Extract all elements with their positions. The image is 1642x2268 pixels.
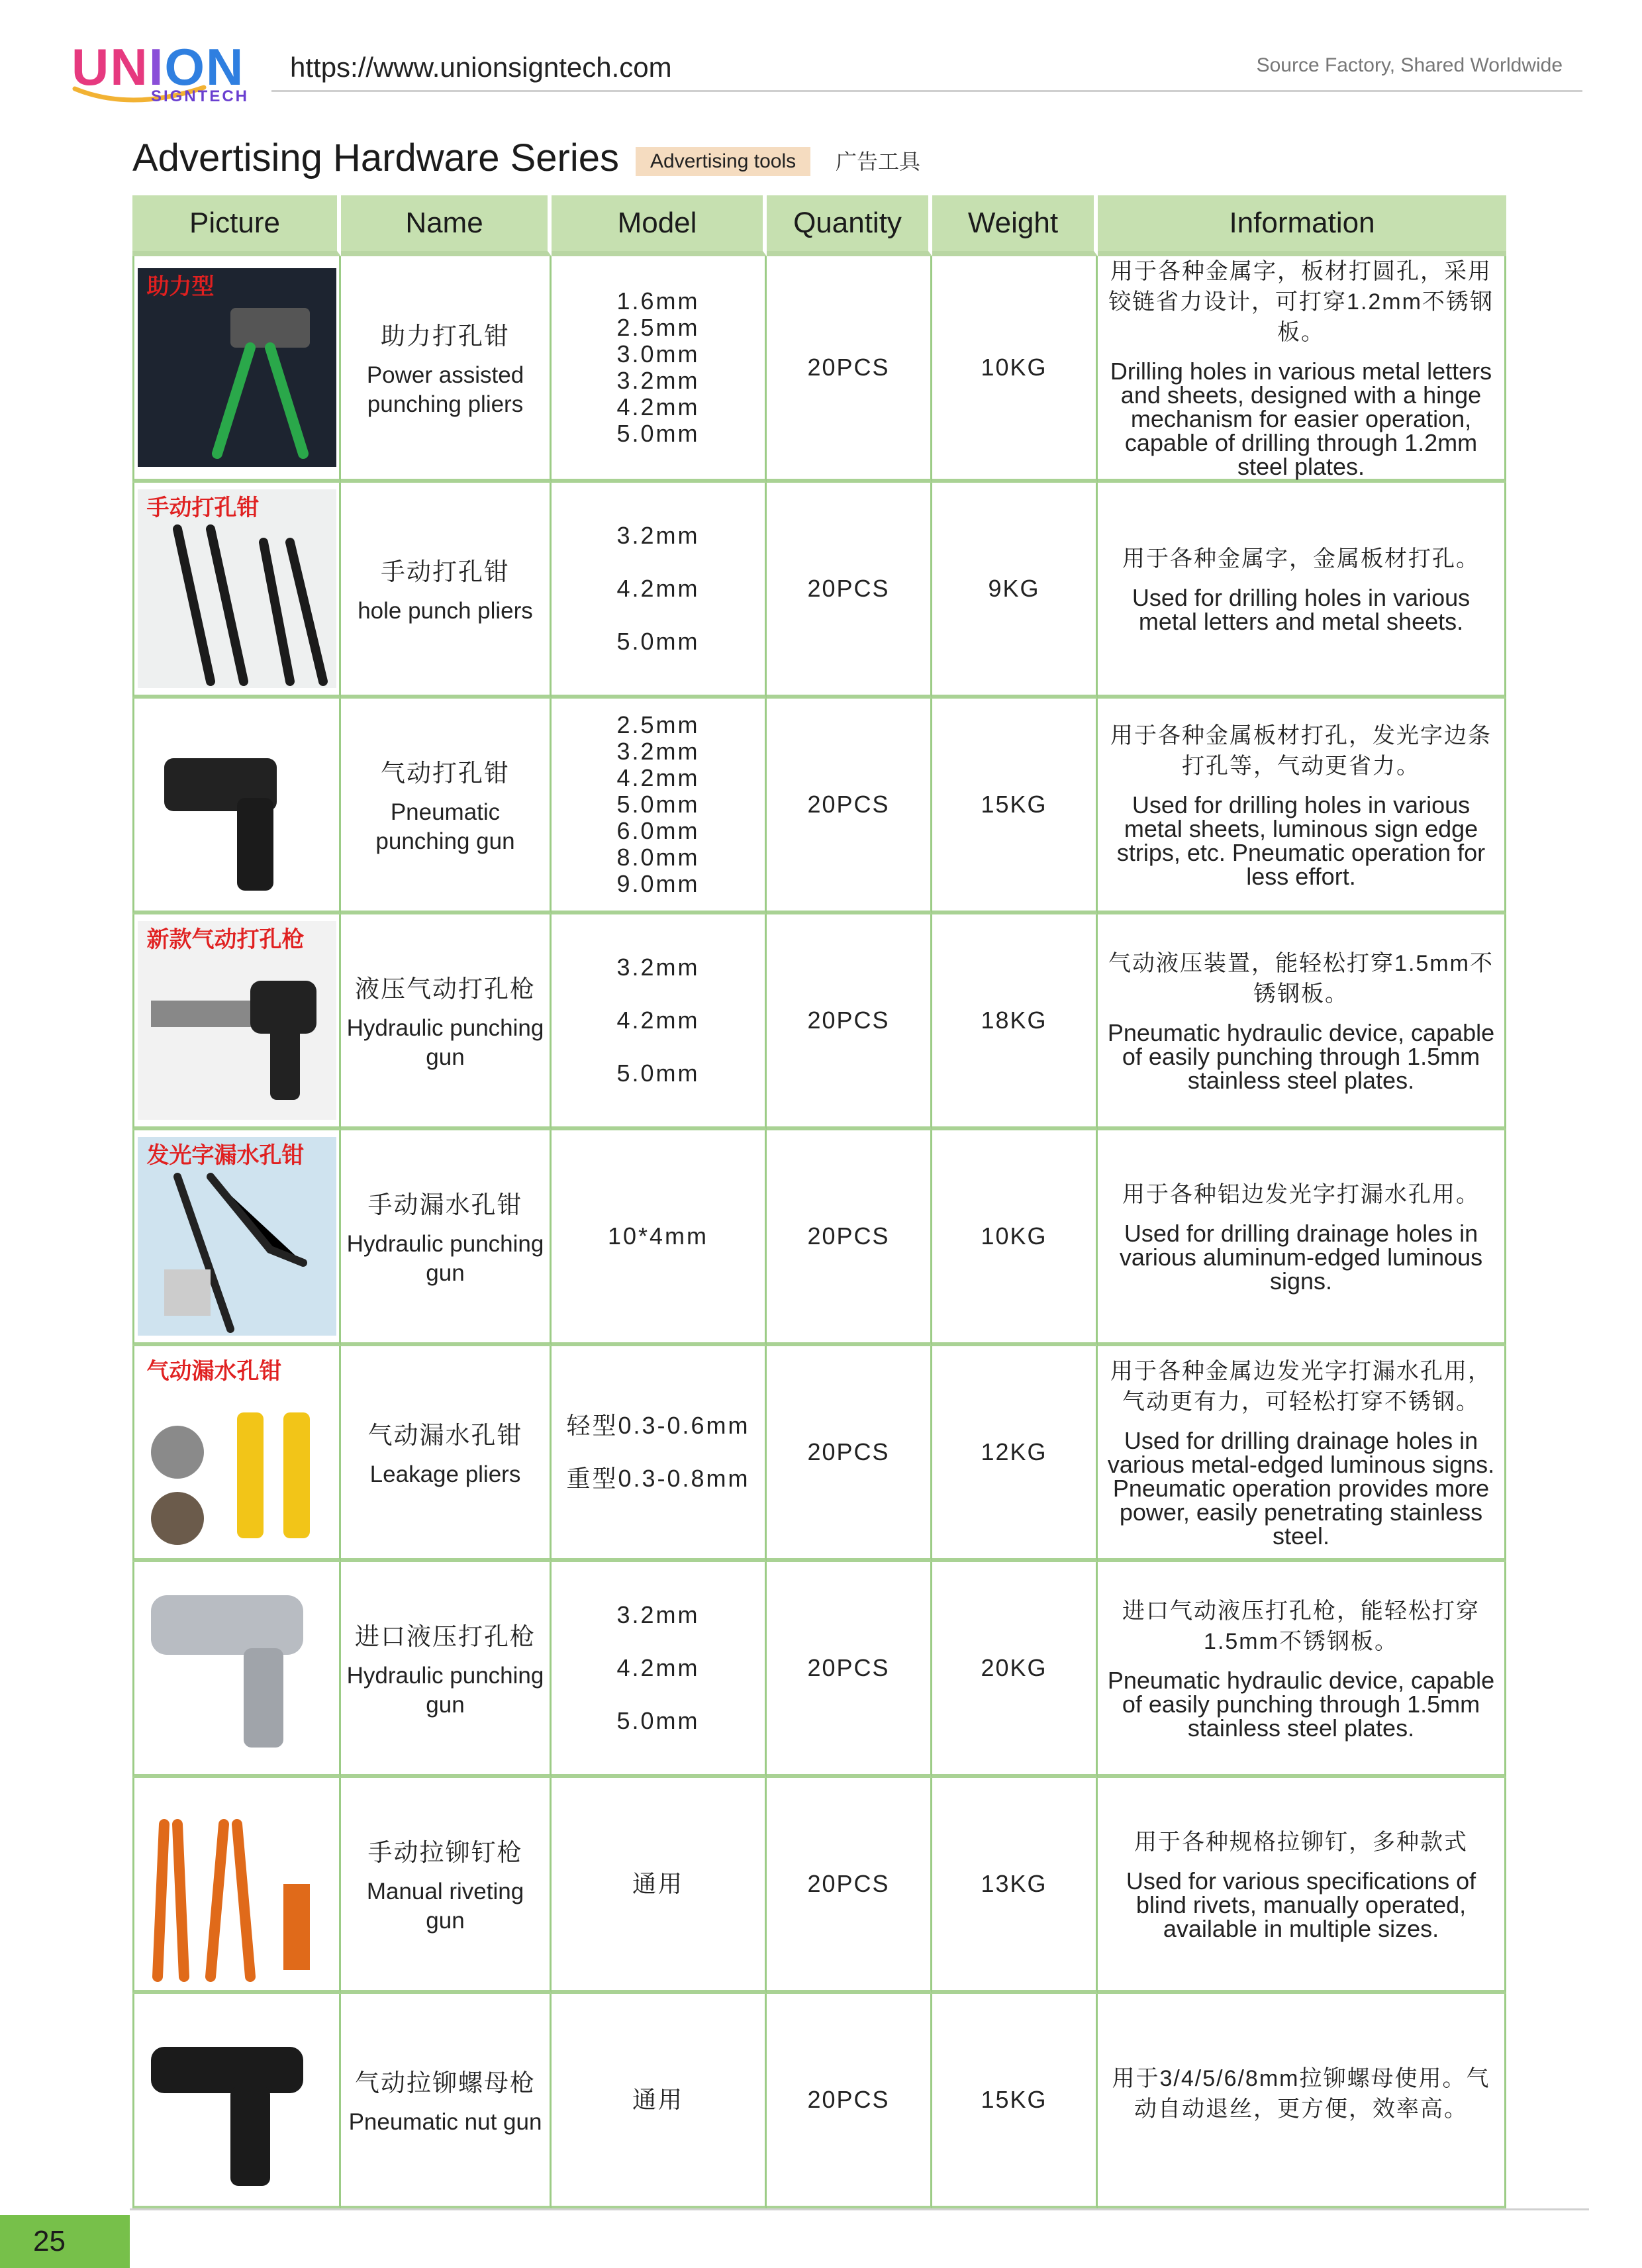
table-row [132,483,1506,699]
quantity-cell: 20PCS [767,483,932,699]
info-text-cn: 用于各种金属板材打孔，发光字边条打孔等，气动更省力。 [1110,723,1492,779]
model-cell: 通用 [552,1778,767,1994]
product-name-en: Manual riveting gun [366,1879,524,1934]
product-name-en: Hydraulic punching gun [346,1015,544,1070]
weight-cell: 18KG [932,914,1098,1130]
product-name-cn: 手动打孔钳 [381,558,510,585]
weight-cell: 13KG [932,1778,1098,1994]
quantity-cell: 20PCS [767,1346,932,1562]
model-cell: 2.5mm 3.2mm 4.2mm 5.0mm 6.0mm 8.0mm 9.0mm [552,699,767,914]
table-header-row [132,195,1506,256]
table-row [132,1994,1506,2210]
category-tag: Advertising tools [636,147,810,176]
picture-cell [132,1346,341,1562]
product-name-cn: 气动打孔钳 [381,760,510,787]
product-name-cn: 手动漏水孔钳 [367,1191,523,1218]
product-photo [138,1785,336,1983]
logo-subtext: SIGNTECH [151,87,250,105]
info-text-en: Used for drilling holes in various metal sheets, luminous sign edge strips, etc. Pneumatic operation for less effort. [1116,791,1486,890]
product-photo [138,705,336,904]
product-name-cn: 液压气动打孔枪 [355,975,536,1003]
name-cell [341,1346,552,1562]
product-name-cn: 助力打孔钳 [381,322,510,350]
column-header-quantity: Quantity [767,195,932,256]
footer-divider [130,2208,1589,2210]
model-cell: 10*4mm [552,1130,767,1346]
info-text-en: Used for drilling holes in various metal letters and metal sheets. [1132,584,1471,635]
product-name-en: Leakage pliers [369,1461,521,1487]
quantity-cell: 20PCS [767,914,932,1130]
table-row [132,914,1506,1130]
photo-caption: 发光字漏水孔钳 [146,1143,305,1168]
name-cell [341,1778,552,1994]
photo-caption: 新款气动打孔枪 [146,927,305,952]
info-text-cn: 用于各种金属字，金属板材打孔。 [1122,546,1480,571]
product-name-en: Hydraulic punching gun [346,1663,544,1718]
picture-cell [132,1778,341,1994]
photo-caption: 气动漏水孔钳 [146,1359,282,1384]
product-photo [138,1353,336,1552]
info-text-en: Pneumatic hydraulic device, capable of easily punching through 1.5mm stainless steel plates. [1107,1019,1495,1094]
name-cell [341,914,552,1130]
column-header-model: Model [552,195,767,256]
model-cell: 轻型0.3-0.6mm 重型0.3-0.8mm [552,1346,767,1562]
model-cell: 通用 [552,1994,767,2210]
weight-cell: 15KG [932,699,1098,914]
info-text-cn: 用于各种铝边发光字打漏水孔用。 [1122,1182,1480,1207]
product-photo [138,489,336,688]
photo-caption: 助力型 [146,274,215,299]
table-row [132,1562,1506,1778]
info-text-cn: 用于各种规格拉铆钉，多种款式 [1134,1830,1468,1855]
picture-cell [132,699,341,914]
product-photo [138,1137,336,1336]
product-table [132,195,1506,2210]
picture-cell [132,1562,341,1778]
model-cell: 1.6mm 2.5mm 3.0mm 3.2mm 4.2mm 5.0mm [552,256,767,483]
product-photo [138,1569,336,1767]
category-tag-cn: 广告工具 [836,149,921,174]
page-number: 25 [0,2215,130,2268]
product-name-en: hole punch pliers [358,598,533,624]
column-header-information: Information [1098,195,1506,256]
table-row [132,1778,1506,1994]
table-row [132,256,1506,483]
info-text-en: Used for drilling drainage holes in various aluminum-edged luminous signs. [1119,1220,1483,1295]
column-header-name: Name [341,195,552,256]
info-text-en: Drilling holes in various metal letters and sheets, designed with a hinge mechanism for easier operation, capable of drilling through 1.2mm steel plates. [1110,358,1492,480]
weight-cell: 12KG [932,1346,1098,1562]
name-cell [341,699,552,914]
info-text-cn: 用于各种金属边发光字打漏水孔用，气动更有力，可轻松打穿不锈钢。 [1110,1359,1492,1414]
column-header-picture: Picture [132,195,341,256]
product-name-cn: 进口液压打孔枪 [355,1623,536,1650]
column-header-weight: Weight [932,195,1098,256]
info-text-cn: 用于各种金属字，板材打圆孔，采用铰链省力设计，可打穿1.2mm不锈钢板。 [1108,259,1494,345]
info-text-en: Pneumatic hydraulic device, capable of easily punching through 1.5mm stainless steel plates. [1107,1667,1495,1742]
product-name-cn: 气动漏水孔钳 [367,1422,523,1449]
company-slogan: Source Factory, Shared Worldwide [1256,54,1563,76]
info-text-en: Used for various specifications of blind rivets, manually operated, available in multiple sizes. [1126,1867,1476,1942]
header-divider [271,90,1582,92]
info-text-en: Used for drilling drainage holes in various metal-edged luminous signs. Pneumatic operation provides more power, easily penetrating stainless steel. [1107,1427,1495,1550]
product-name-cn: 气动拉铆螺母枪 [355,2069,536,2096]
info-text-cn: 用于3/4/5/6/8mm拉铆螺母使用。气动自动退丝，更方便，效率高。 [1112,2066,1490,2122]
product-name-cn: 手动拉铆钉枪 [367,1839,523,1866]
picture-cell [132,483,341,699]
series-title: Advertising Hardware Series [132,136,619,179]
information-cell [1098,914,1506,1130]
picture-cell [132,1994,341,2210]
table-row [132,1130,1506,1346]
info-text-cn: 进口气动液压打孔枪，能轻松打穿1.5mm不锈钢板。 [1122,1599,1480,1654]
logo-wordmark: UNION [72,38,245,96]
product-name-en: Pneumatic punching gun [375,799,515,854]
name-cell [341,1130,552,1346]
information-cell [1098,1346,1506,1562]
product-name-en: Hydraulic punching gun [346,1231,544,1286]
info-text-cn: 气动液压装置，能轻松打穿1.5mm不锈钢板。 [1108,951,1494,1007]
name-cell [341,1994,552,2210]
weight-cell: 20KG [932,1562,1098,1778]
name-cell [341,1562,552,1778]
photo-caption: 手动打孔钳 [146,495,260,520]
product-photo [138,921,336,1120]
weight-cell: 10KG [932,1130,1098,1346]
table-row [132,1346,1506,1562]
quantity-cell: 20PCS [767,1562,932,1778]
information-cell [1098,699,1506,914]
information-cell [1098,1130,1506,1346]
product-photo [138,268,336,467]
quantity-cell: 20PCS [767,256,932,483]
information-cell [1098,1778,1506,1994]
weight-cell: 15KG [932,1994,1098,2210]
tool-icon [138,705,336,904]
model-cell: 3.2mm 4.2mm 5.0mm [552,914,767,1130]
name-cell [341,483,552,699]
information-cell [1098,483,1506,699]
tool-icon [138,1785,336,1983]
product-photo [138,2000,336,2199]
picture-cell [132,914,341,1130]
name-cell [341,256,552,483]
table-row [132,699,1506,914]
model-cell: 3.2mm 4.2mm 5.0mm [552,1562,767,1778]
website-url[interactable]: https://www.unionsigntech.com [290,52,672,83]
weight-cell: 9KG [932,483,1098,699]
model-cell: 3.2mm 4.2mm 5.0mm [552,483,767,699]
information-cell [1098,256,1506,483]
tool-icon [138,1569,336,1767]
picture-cell [132,1130,341,1346]
information-cell [1098,1994,1506,2210]
quantity-cell: 20PCS [767,699,932,914]
quantity-cell: 20PCS [767,1130,932,1346]
quantity-cell: 20PCS [767,1778,932,1994]
picture-cell [132,256,341,483]
quantity-cell: 20PCS [767,1994,932,2210]
information-cell [1098,1562,1506,1778]
tool-icon [138,2000,336,2199]
weight-cell: 10KG [932,256,1098,483]
product-name-en: Power assisted punching pliers [366,362,524,417]
company-logo [72,38,270,107]
product-name-en: Pneumatic nut gun [348,2109,542,2135]
